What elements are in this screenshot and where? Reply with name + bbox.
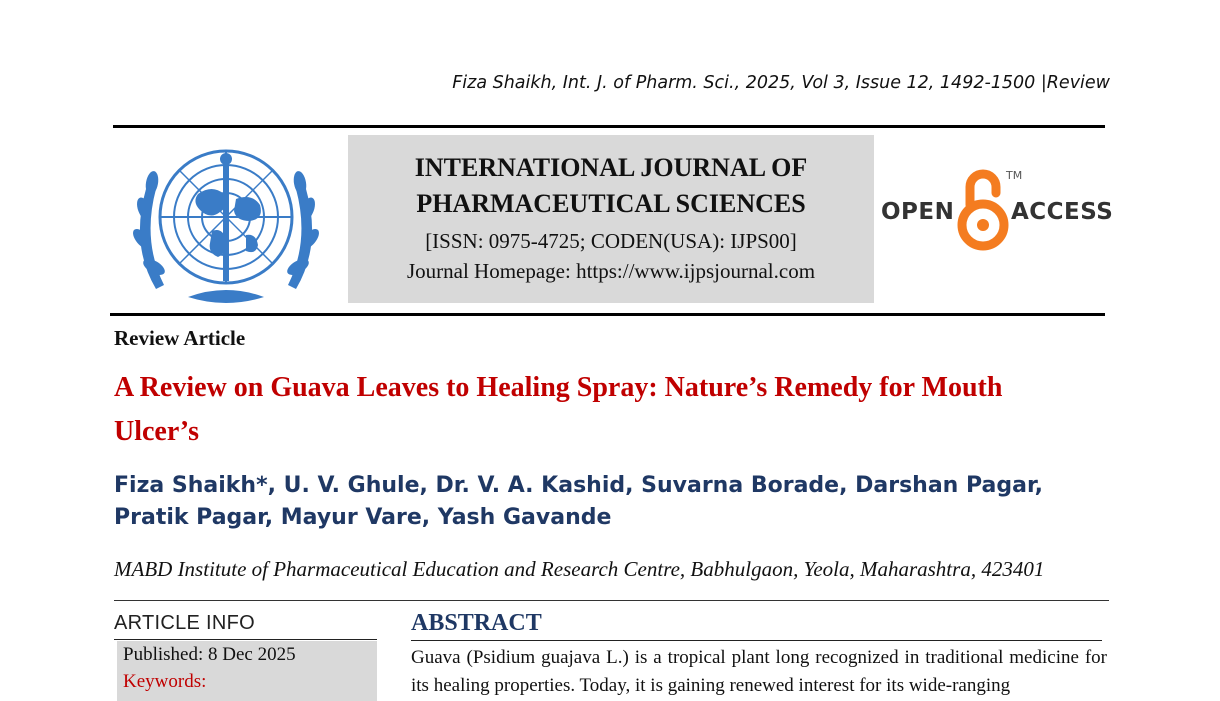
abstract-rule xyxy=(411,640,1102,641)
abstract-heading: ABSTRACT xyxy=(411,610,542,636)
article-title: A Review on Guava Leaves to Healing Spray: Nature’s Remedy for Mouth Ulcer’s xyxy=(114,372,1003,447)
open-access-word-open: OPEN xyxy=(881,199,955,225)
open-access-logo xyxy=(878,165,1114,251)
article-info-box xyxy=(117,641,377,701)
journal-issn: [ISSN: 0975-4725; CODEN(USA): IJPS00] xyxy=(425,229,797,253)
trademark-mark: TM xyxy=(1006,169,1023,182)
article-type: Review Article xyxy=(114,326,246,350)
abstract-text: Guava (Psidium guajava L.) is a tropical plant long recognized in traditional medicine for its healing properties. Today, it is gaining renewed interest for its wide-ranging xyxy=(411,647,1107,696)
section-divider xyxy=(114,600,1109,601)
open-access-word-access: ACCESS xyxy=(1011,199,1114,225)
journal-name-line2: PHARMACEUTICAL SCIENCES xyxy=(416,189,806,218)
article-info-heading: ARTICLE INFO xyxy=(114,612,256,634)
open-lock-icon xyxy=(954,165,1012,251)
article-info-rule xyxy=(114,639,377,640)
header-bottom-rule xyxy=(110,313,1105,316)
journal-name-line1: INTERNATIONAL JOURNAL OF xyxy=(414,153,808,182)
journal-homepage[interactable]: Journal Homepage: https://www.ijpsjournal.com xyxy=(406,259,816,283)
journal-name xyxy=(348,150,874,222)
header-top-rule xyxy=(113,125,1105,128)
published-date: Published: 8 Dec 2025 xyxy=(123,644,296,665)
article-authors: Fiza Shaikh*, U. V. Ghule, Dr. V. A. Kashid, Suvarna Borade, Darshan Pagar, Pratik Pagar, Mayur Vare, Yash Gavande xyxy=(114,473,1043,530)
citation-header: Fiza Shaikh, Int. J. of Pharm. Sci., 2025, Vol 3, Issue 12, 1492-1500 |Review xyxy=(452,73,1110,93)
keywords-label: Keywords: xyxy=(123,671,207,692)
journal-masthead xyxy=(348,135,874,303)
emblem-logo-icon xyxy=(128,139,324,305)
author-affiliation: MABD Institute of Pharmaceutical Education and Research Centre, Babhulgaon, Yeola, Maharashtra, 423401 xyxy=(114,557,1045,581)
